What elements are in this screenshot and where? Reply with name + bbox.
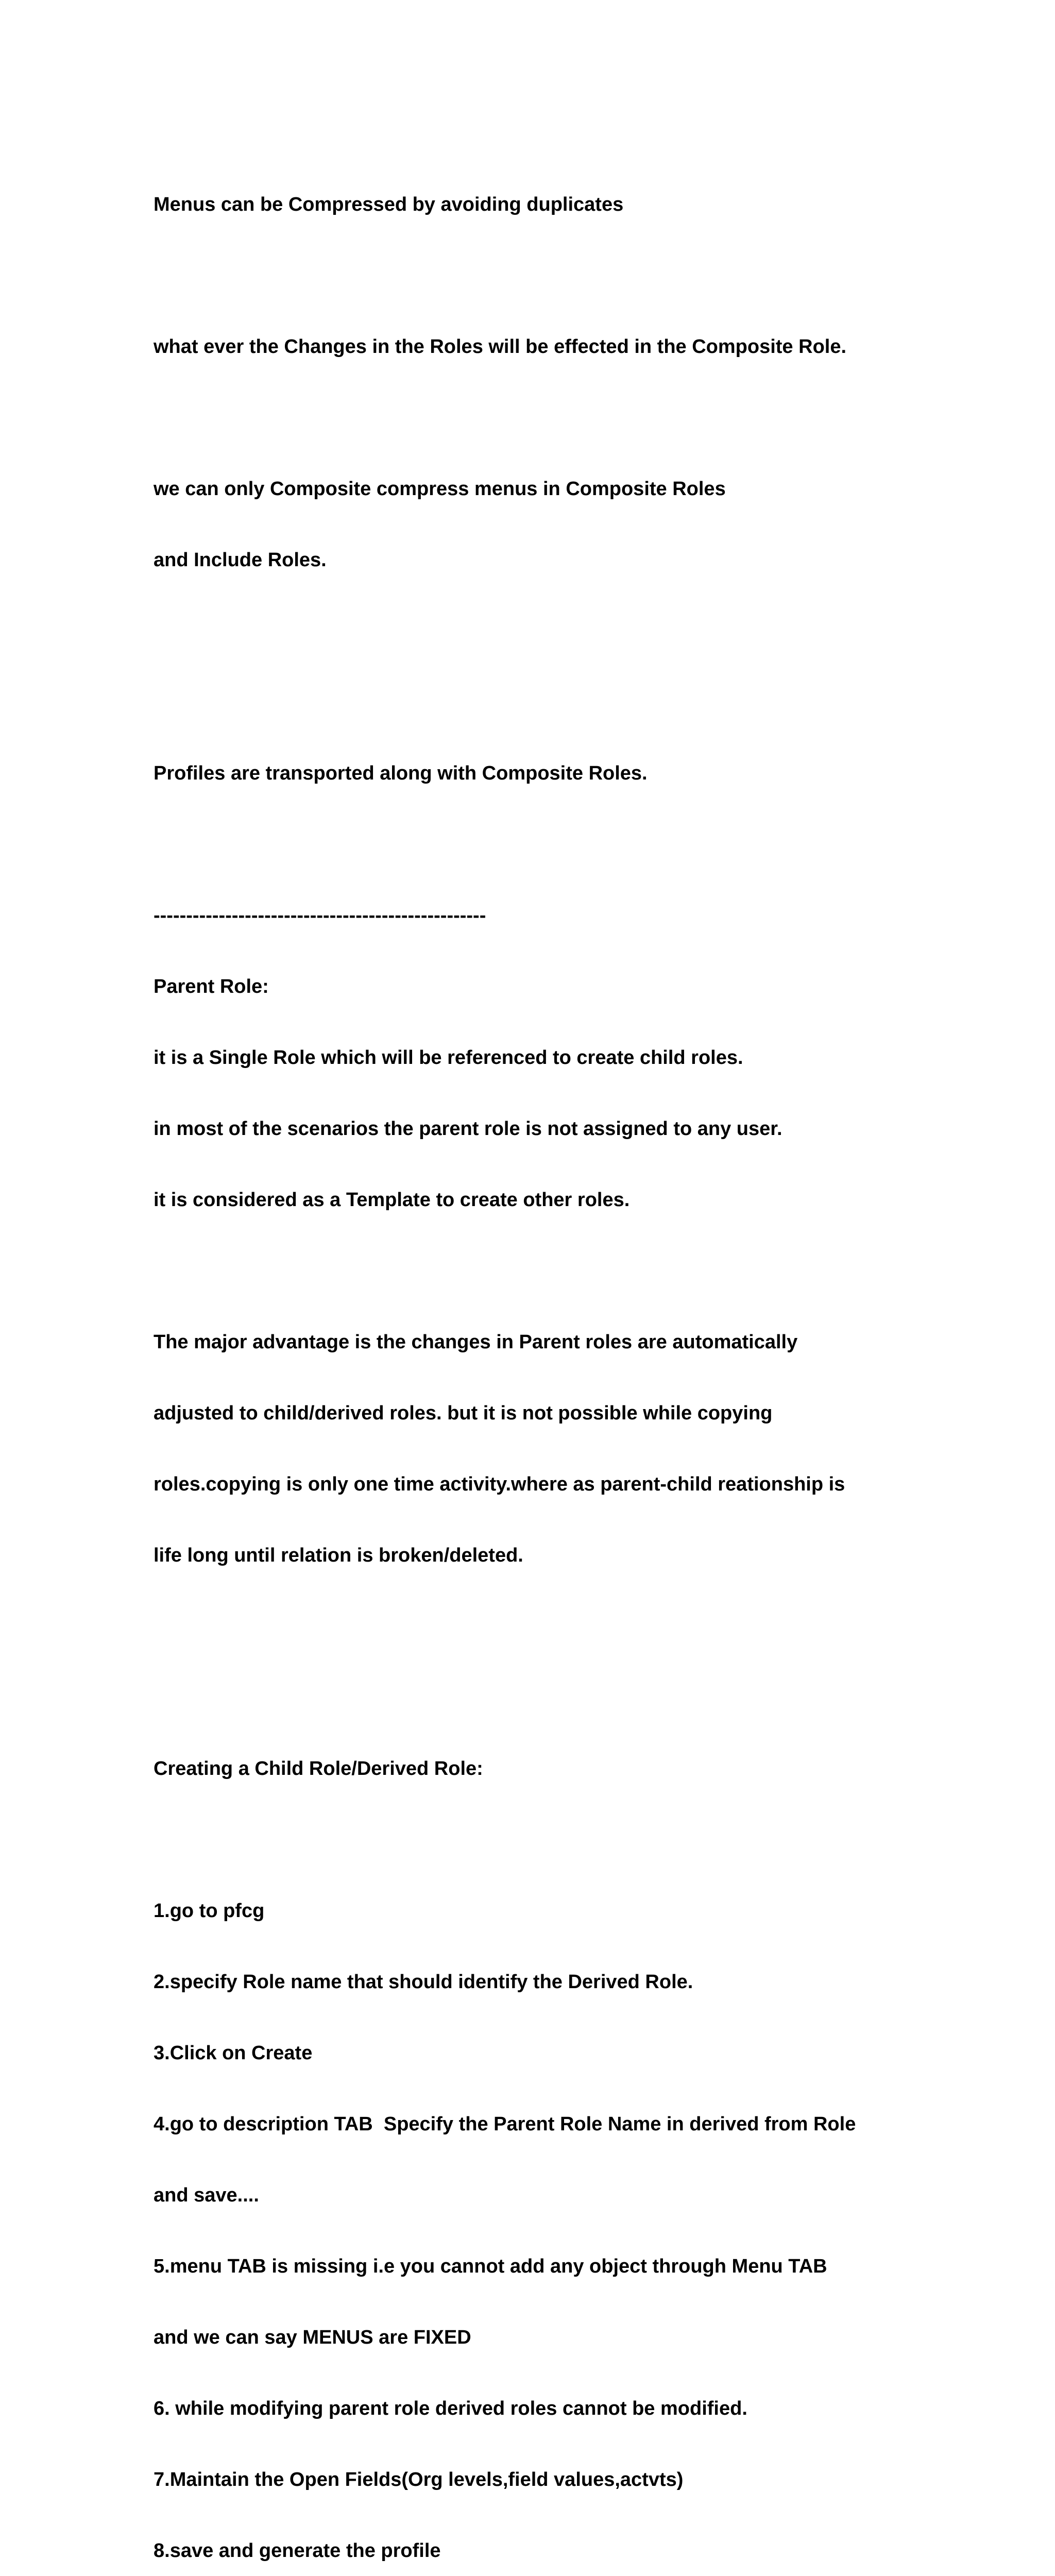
step-line: 7.Maintain the Open Fields(Org levels,field values,actvts) [154, 2469, 684, 2490]
step-line: 1.go to pfcg [154, 1900, 265, 1922]
text-line: it is considered as a Template to create other roles. [154, 1189, 630, 1211]
blank-line [154, 690, 957, 714]
text-line: in most of the scenarios the parent role is not assigned to any user. [154, 1118, 782, 1140]
blank-line [154, 1615, 957, 1638]
section-heading: Parent Role: [154, 976, 269, 997]
step-line: 3.Click on Create [154, 2042, 313, 2064]
text-line: roles.copying is only one time activity.where as parent-child reationship is [154, 1473, 845, 1495]
blank-line [154, 1259, 957, 1283]
step-line: 4.go to description TAB Specify the Parent Role Name in derived from Role [154, 2113, 856, 2135]
separator-line: --------------------------------------------------- [154, 905, 486, 926]
step-line: 8.save and generate the profile [154, 2540, 441, 2562]
blank-line [154, 833, 957, 856]
section-heading: Creating a Child Role/Derived Role: [154, 1758, 483, 1780]
text-line: The major advantage is the changes in Parent roles are automatically [154, 1331, 798, 1353]
document-body [154, 145, 957, 2576]
step-line: 5.menu TAB is missing i.e you cannot add any object through Menu TAB [154, 2256, 827, 2277]
text-line: we can only Composite compress menus in Composite Roles [154, 478, 726, 500]
text-line: and Include Roles. [154, 549, 327, 571]
text-line: it is a Single Role which will be referenced to create child roles. [154, 1047, 743, 1069]
blank-line [154, 264, 957, 287]
step-line: and we can say MENUS are FIXED [154, 2327, 471, 2348]
text-line: Menus can be Compressed by avoiding duplicates [154, 194, 624, 215]
blank-line [154, 619, 957, 643]
blank-line [154, 1828, 957, 1852]
text-line: adjusted to child/derived roles. but it is not possible while copying [154, 1402, 773, 1424]
text-line: life long until relation is broken/deleted. [154, 1545, 523, 1566]
step-line: 6. while modifying parent role derived roles cannot be modified. [154, 2398, 747, 2419]
blank-line [154, 1686, 957, 1709]
step-line: and save.... [154, 2184, 259, 2206]
text-line: what ever the Changes in the Roles will be effected in the Composite Role. [154, 336, 847, 358]
text-line: Profiles are transported along with Composite Roles. [154, 762, 648, 784]
step-line: 2.specify Role name that should identify the Derived Role. [154, 1971, 693, 1993]
blank-line [154, 406, 957, 430]
